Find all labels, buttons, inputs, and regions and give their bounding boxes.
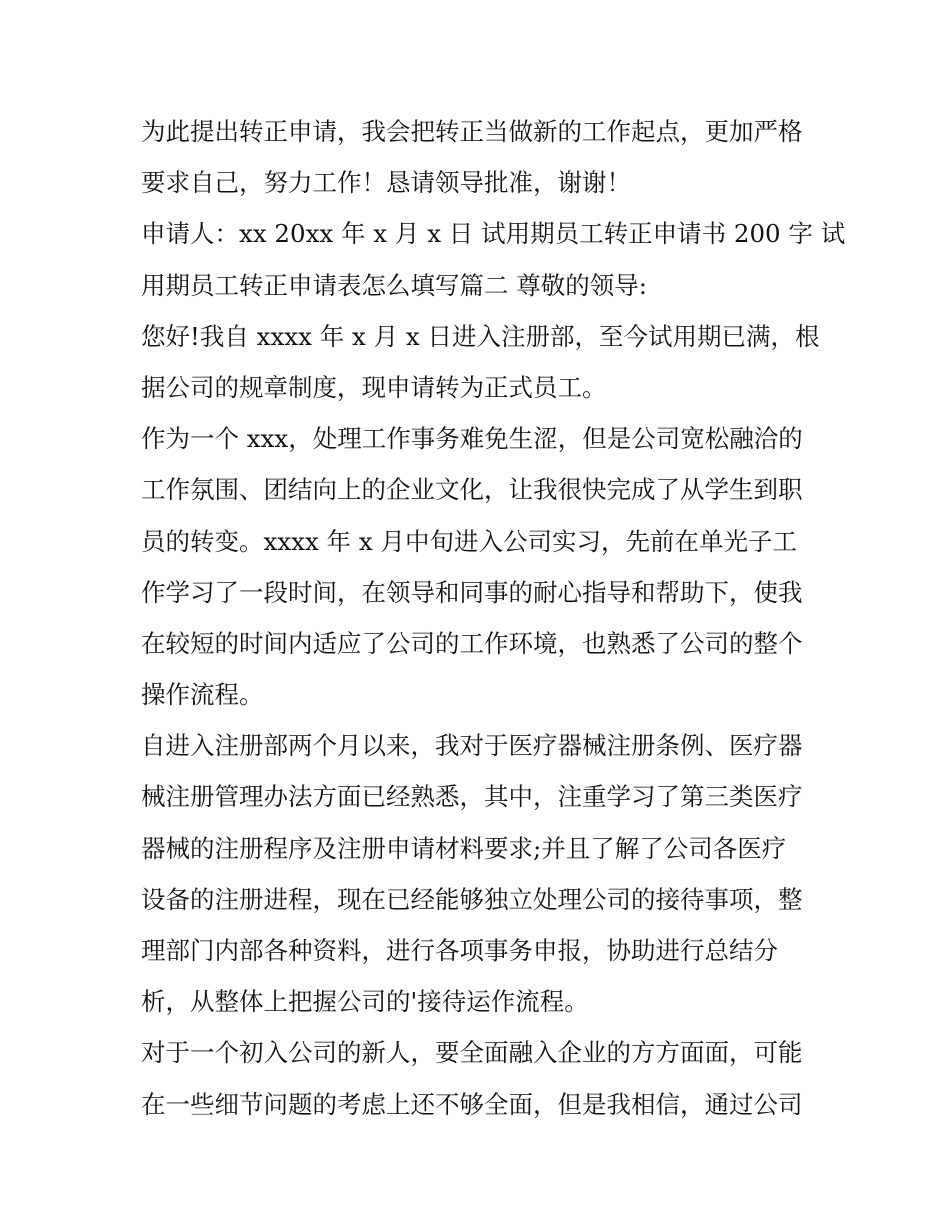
text-line: 设备的注册进程，现在已经能够独立处理公司的接待事项，整 <box>141 884 803 914</box>
text-line: 在一些细节问题的考虑上还不够全面，但是我相信，通过公司 <box>141 1089 803 1119</box>
text-line: 械注册管理办法方面已经熟悉，其中，注重学习了第三类医疗 <box>141 782 803 812</box>
text-line: 在较短的时间内适应了公司的工作环境，也熟悉了公司的整个 <box>141 628 803 658</box>
text-line: 为此提出转正申请，我会把转正当做新的工作起点，更加严格 <box>141 117 803 146</box>
text-line: 自进入注册部两个月以来，我对于医疗器械注册条例、医疗器 <box>141 731 803 761</box>
text-line: 要求自己，努力工作！恳请领导批准，谢谢！ <box>141 168 631 198</box>
text-line: 作为一个 xxx，处理工作事务难免生涩，但是公司宽松融洽的 <box>141 424 803 454</box>
text-line: 析，从整体上把握公司的'接待运作流程。 <box>141 987 589 1017</box>
text-line: 据公司的规章制度，现申请转为正式员工。 <box>141 372 607 402</box>
text-line: 作学习了一段时间，在领导和同事的耐心指导和帮助下，使我 <box>141 577 803 607</box>
document-body <box>141 106 846 1130</box>
text-line: 工作氛围、团结向上的企业文化，让我很快完成了从学生到职 <box>141 475 803 505</box>
text-line: 用期员工转正申请表怎么填写篇二 尊敬的领导: <box>141 270 648 300</box>
text-line: 器械的注册程序及注册申请材料要求;并且了解了公司各医疗 <box>141 833 787 863</box>
text-line: 员的转变。xxxx 年 x 月中旬进入公司实习，先前在单光子工 <box>141 526 797 556</box>
text-line: 申请人：xx 20xx 年 x 月 x 日 试用期员工转正申请书 200 字 试 <box>141 219 846 249</box>
text-line: 理部门内部各种资料，进行各项事务申报，协助进行总结分 <box>141 936 778 965</box>
text-line: 操作流程。 <box>141 680 264 710</box>
text-line: 您好!我自 xxxx 年 x 月 x 日进入注册部，至今试用期已满，根 <box>141 321 820 351</box>
text-line: 对于一个初入公司的新人，要全面融入企业的方方面面，可能 <box>141 1038 803 1068</box>
